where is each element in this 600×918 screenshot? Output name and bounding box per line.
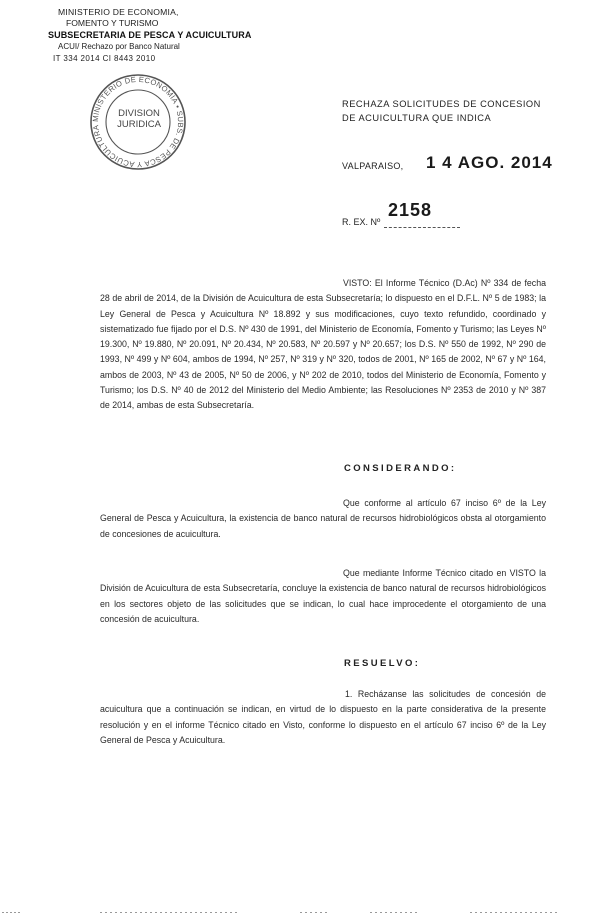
letterhead [48,7,278,64]
visto-paragraph [100,276,546,414]
ministry-line-1: MINISTERIO DE ECONOMIA, [58,7,179,17]
seal-ring-text: MINISTERIO DE ECONOMIA • SUBS. DE PESCA Y ACUICULTURA [90,74,186,170]
issue-place: VALPARAISO, [342,161,404,171]
seal-inner-line-1: DIVISION [118,108,160,119]
reference-line-2: IT 334 2014 CI 8443 2010 [53,53,156,63]
subsecretaria-name: SUBSECRETARIA DE PESCA Y ACUICULTURA [48,29,252,40]
considerando-paragraph-2 [100,566,546,627]
reference-line-1: ACUI/ Rechazo por Banco Natural [58,42,180,52]
considerando-1-text: Que conforme al artículo 67 inciso 6º de la Ley General de Pesca y Acuicultura, la existencia de banco natural de recursos hidrobiológicos obsta al otorgamiento de concesiones de acuicultura. [100,498,546,539]
seal-inner-line-2: JURIDICA [117,119,161,130]
official-seal-stamp [88,72,188,172]
visto-text: VISTO: El Informe Técnico (D.Ac) Nº 334 de fecha 28 de abril de 2014, de la División de Acuicultura de esta Subsecretaría; lo dispuesto en el D.F.L. Nº 5 de 1983; la Ley General de Pesca y Acuicultura Nº 18.892 y sus modificaciones, cuyo texto refundido, coordinado y sistematizado fue fijado por el D.S. Nº 430 de 1991, del Ministerio de Economía, Fomento y Turismo; las Leyes Nº 19.300, Nº 19.880, Nº 20.091, Nº 20.434, Nº 20.583, Nº 20.597 y Nº 20.657; los D.S. Nº 550 de 1992, Nº 290 de 1993, Nº 499 y Nº 604, ambos de 1994, Nº 257, Nº 319 y Nº 320, todos de 2001, Nº 165 de 2002, Nº 67 y Nº 164, ambos de 2003, Nº 43 de 2005, Nº 50 de 2006, y Nº 202 de 2010, todos del Ministerio de Economía, Fomento y Turismo; los D.S. Nº 40 de 2012 del Ministerio del Medio Ambiente; las Resoluciones Nº 2353 de 2010 y Nº 387 de 2014, ambas de esta Subsecretaría. [100,278,546,411]
exempt-resolution-label: R. EX. Nº [342,217,381,227]
resuelvo-heading: RESUELVO: [344,658,421,669]
exempt-number-line [384,227,460,228]
issue-date-stamp: 1 4 AGO. 2014 [426,153,553,172]
considerando-paragraph-1 [100,496,546,542]
ministry-line-2: FOMENTO Y TURISMO [66,18,159,29]
exempt-resolution-number: 2158 [388,200,433,220]
considerando-heading: CONSIDERANDO: [344,463,457,474]
considerando-2-text: Que mediante Informe Técnico citado en VISTO la División de Acuicultura de esta Subsecretaría, concluye la existencia de banco natural de recursos hidrobiológicos en los sectores objeto de las solicitudes que se indican, lo cual hace improcedente el otorgamiento de una concesión de acuicultura. [100,568,546,624]
resuelvo-1-text: 1. Recházanse las solicitudes de concesión de acuicultura que a continuación se indican, en virtud de lo dispuesto en la parte considerativa de la presente resolución y en el informe Técnico citado en Visto, conforme lo dispuesto en el artículo 67 inciso 6º de la Ley General de Pesca y Acuicultura. [100,689,546,745]
page-bottom-edge-marks [0,911,600,914]
resuelvo-paragraph-1 [100,687,546,748]
resolution-subject: RECHAZA SOLICITUDES DE CONCESION DE ACUICULTURA QUE INDICA [342,99,541,123]
